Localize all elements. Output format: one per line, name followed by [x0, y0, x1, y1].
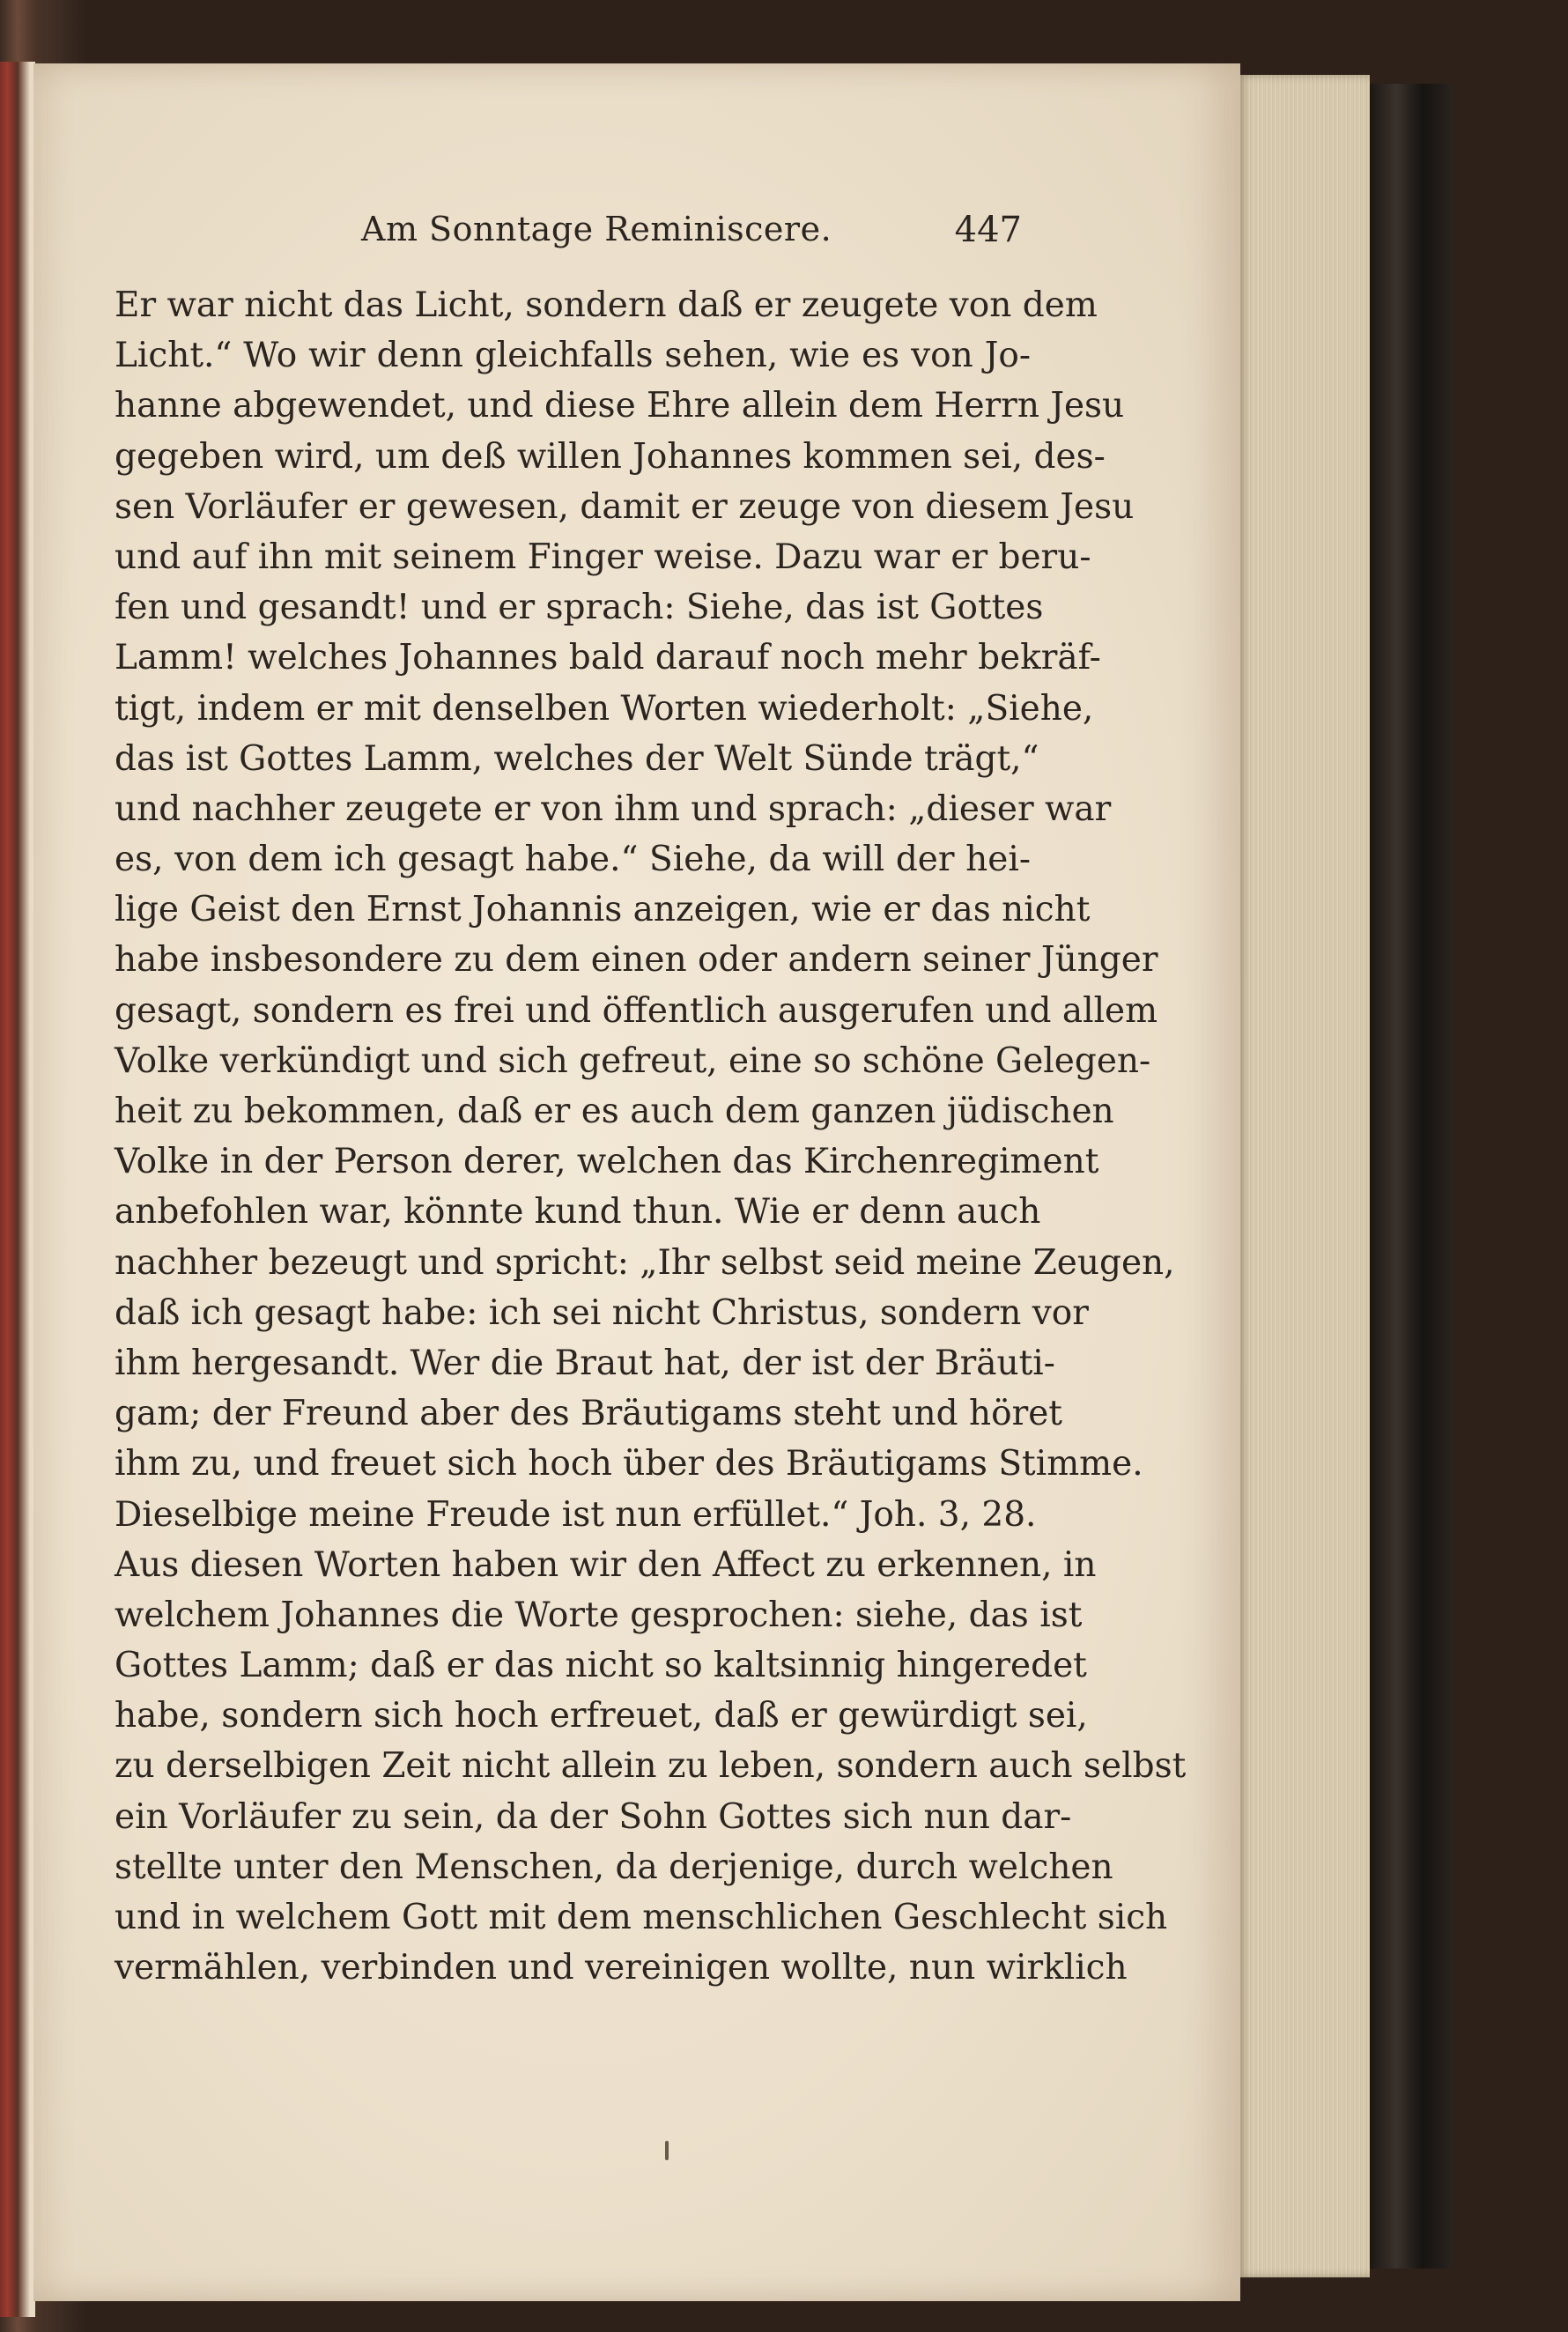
text-line: Er war nicht das Licht, sondern daß er zeugete von dem: [115, 285, 1098, 325]
text-line: hanne abgewendet, und diese Ehre allein dem Herrn Jesu: [115, 386, 1125, 426]
text-line: es, von dem ich gesagt habe.“ Siehe, da will der hei-: [115, 840, 1031, 880]
page-number: 447: [954, 210, 1022, 250]
body-text: [115, 280, 1187, 1993]
text-line: das ist Gottes Lamm, welches der Welt Sünde trägt,“: [115, 738, 1039, 779]
text-line: habe insbesondere zu dem einen oder andern seiner Jünger: [115, 940, 1158, 981]
text-line: welchem Johannes die Worte gesprochen: siehe, das ist: [115, 1595, 1083, 1635]
text-line: Volke verkündigt und sich gefreut, eine so schöne Gelegen-: [115, 1040, 1151, 1081]
text-line: zu derselbigen Zeit nicht allein zu leben, sondern auch selbst: [115, 1746, 1187, 1787]
ink-mark: [665, 2141, 669, 2160]
text-line: nachher bezeugt und spricht: „Ihr selbst seid meine Zeugen,: [115, 1242, 1175, 1283]
text-line: anbefohlen war, könnte kund thun. Wie er denn auch: [115, 1192, 1041, 1233]
text-line: heit zu bekommen, daß er es auch dem ganzen jüdischen: [115, 1092, 1114, 1131]
text-line: und auf ihn mit seinem Finger weise. Dazu war er beru-: [115, 537, 1091, 577]
text-line: fen und gesandt! und er sprach: Siehe, das ist Gottes: [115, 588, 1044, 628]
text-line: sen Vorläufer er gewesen, damit er zeuge von diesem Jesu: [115, 486, 1135, 527]
running-head: [106, 210, 1022, 263]
text-line: habe, sondern sich hoch erfreuet, daß er gewürdigt sei,: [115, 1696, 1088, 1736]
text-line: Dieselbige meine Freude ist nun erfüllet.“ Joh. 3, 28.: [115, 1494, 1037, 1535]
page-block-edges: [1238, 75, 1370, 2277]
text-line: Licht.“ Wo wir denn gleichfalls sehen, wie es von Jo-: [115, 336, 1031, 376]
text-line: gegeben wird, um deß willen Johannes kommen sei, des-: [115, 436, 1106, 477]
text-line: stellte unter den Menschen, da derjenige, durch welchen: [115, 1847, 1113, 1887]
text-line: und in welchem Gott mit dem menschlichen Geschlecht sich: [115, 1898, 1168, 1937]
text-line: ihm hergesandt. Wer die Braut hat, der ist der Bräuti-: [115, 1343, 1055, 1383]
text-line: Aus diesen Worten haben wir den Affect zu erkennen, in: [115, 1544, 1097, 1585]
text-line: tigt, indem er mit denselben Worten wiederholt: „Siehe,: [115, 688, 1094, 729]
text-line: ein Vorläufer zu sein, da der Sohn Gottes sich nun dar-: [115, 1796, 1072, 1837]
text-line: Gottes Lamm; daß er das nicht so kaltsinnig hingeredet: [115, 1646, 1087, 1686]
running-head-title: Am Sonntage Reminiscere.: [361, 210, 832, 248]
text-line: ihm zu, und freuet sich hoch über des Bräutigams Stimme.: [115, 1444, 1143, 1484]
left-page-edge: [0, 62, 35, 2317]
text-line: Lamm! welches Johannes bald darauf noch mehr bekräf-: [115, 638, 1101, 678]
text-line: und nachher zeugete er von ihm und sprach: „dieser war: [115, 788, 1112, 829]
text-line: gam; der Freund aber des Bräutigams steht und höret: [115, 1394, 1062, 1434]
text-line: gesagt, sondern es frei und öffentlich ausgerufen und allem: [115, 990, 1158, 1031]
text-line: lige Geist den Ernst Johannis anzeigen, wie er das nicht: [115, 890, 1091, 930]
book-cover: [1370, 84, 1453, 2269]
text-line: daß ich gesagt habe: ich sei nicht Christus, sondern vor: [115, 1292, 1089, 1333]
text-line: vermählen, verbinden und vereinigen wollte, nun wirklich: [115, 1948, 1128, 1988]
text-line: Volke in der Person derer, welchen das Kirchenregiment: [115, 1142, 1099, 1182]
